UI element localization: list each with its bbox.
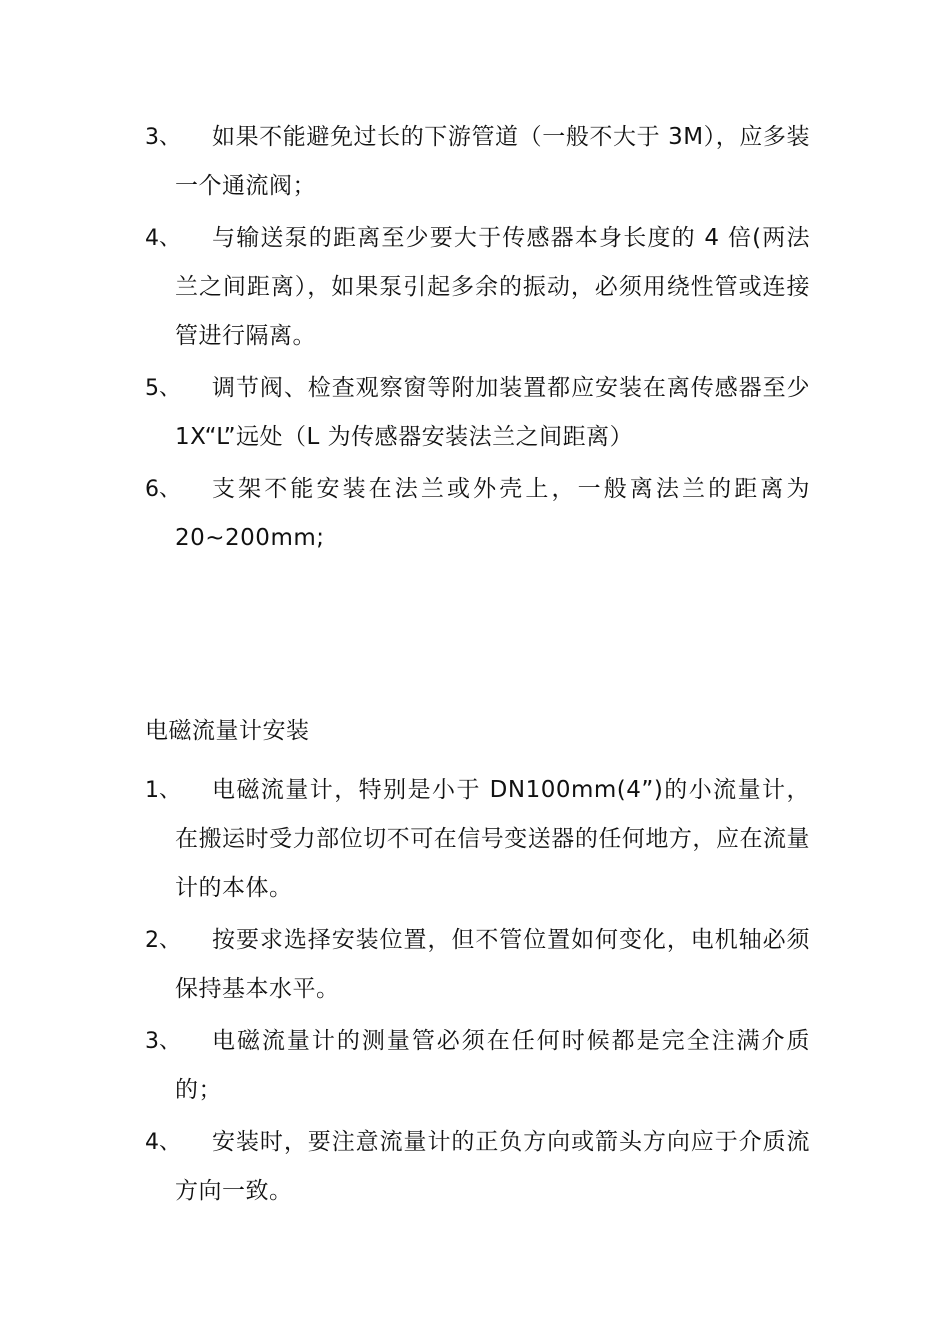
section-heading: 电磁流量计安装: [145, 718, 310, 744]
list-item-number: 5、: [145, 376, 181, 401]
list-item-number: 1、: [145, 778, 181, 803]
list-item-text: 支架不能安装在法兰或外壳上，一般离法兰的距离为 20~200mm;: [175, 476, 810, 551]
list-item-number: 3、: [145, 125, 181, 150]
list-item: [145, 766, 810, 913]
list-item: [145, 1017, 810, 1115]
list-item-text: 如果不能避免过长的下游管道（一般不大于 3M），应多装一个通流阀；: [175, 124, 810, 199]
list-item-text: 按要求选择安装位置，但不管位置如何变化，电机轴必须保持基本水平。: [175, 927, 810, 1002]
list-item: [145, 214, 810, 361]
list-item-text: 调节阀、检查观察窗等附加装置都应安装在离传感器至少 1X“L”远处（L 为传感器安装法兰之间距离）: [175, 375, 810, 450]
list-item-number: 2、: [145, 928, 181, 953]
list-item: [145, 113, 810, 211]
list-item-number: 4、: [145, 1130, 181, 1155]
list-item-text: 电磁流量计，特别是小于 DN100mm(4”)的小流量计，在搬运时受力部位切不可在信号变送器的任何地方，应在流量计的本体。: [175, 777, 810, 901]
list-item: [145, 465, 810, 563]
list-item: [145, 364, 810, 462]
list-item-number: 3、: [145, 1029, 181, 1054]
list-item-number: 4、: [145, 226, 181, 251]
installation-list-continued: [145, 113, 810, 566]
list-item-number: 6、: [145, 477, 181, 502]
list-item: [145, 916, 810, 1014]
list-item: [145, 1118, 810, 1216]
electromagnetic-flowmeter-installation-list: [145, 766, 810, 1219]
list-item-text: 电磁流量计的测量管必须在任何时候都是完全注满介质的；: [175, 1028, 810, 1103]
list-item-text: 安装时，要注意流量计的正负方向或箭头方向应于介质流方向一致。: [175, 1129, 810, 1204]
list-item-text: 与输送泵的距离至少要大于传感器本身长度的 4 倍(两法兰之间距离），如果泵引起多余的振动，必须用绕性管或连接管进行隔离。: [175, 225, 810, 349]
